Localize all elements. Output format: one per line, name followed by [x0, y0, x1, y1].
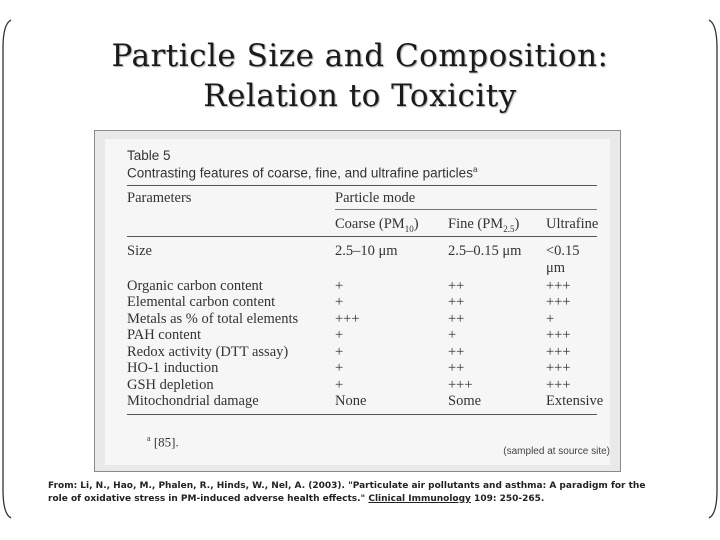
row-1-label: Organic carbon content: [127, 278, 263, 294]
slide-title-line-2: Relation to Toxicity: [203, 78, 517, 114]
row-5-ultrafine: +++: [546, 344, 571, 360]
row-4-ultrafine: +++: [546, 327, 571, 343]
row-8-ultrafine: Extensive: [546, 393, 604, 409]
row-6-coarse: +: [335, 360, 344, 376]
row-1-fine: ++: [448, 278, 465, 294]
header-fine: [448, 216, 519, 237]
row-6-fine: ++: [448, 360, 465, 376]
header-ultrafine: Ultrafine: [546, 216, 599, 232]
citation-volume: 109: 250-265.: [470, 494, 545, 504]
header-coarse: [335, 216, 419, 237]
header-coarse-sub: 10: [404, 223, 414, 234]
size-row-fine: 2.5–0.15 μm: [448, 243, 522, 259]
row-7-label: GSH depletion: [127, 377, 214, 393]
size-row-label: Size: [127, 243, 152, 259]
table-caption-text: Contrasting features of coarse, fine, and ultrafine particles: [127, 165, 473, 181]
size-row-ultrafine-unit: μm: [546, 260, 566, 276]
source-citation: [48, 480, 648, 506]
table-bottom-rule: [127, 414, 597, 415]
size-row-coarse: 2.5–10 μm: [335, 243, 398, 259]
row-3-ultrafine: +: [546, 311, 555, 327]
row-2-label: Elemental carbon content: [127, 294, 276, 310]
header-fine-close: ): [514, 216, 520, 232]
row-8-fine: Some: [448, 393, 482, 409]
citation-journal-link[interactable]: Clinical Immunology: [368, 494, 471, 504]
size-row-ultrafine: <0.15: [546, 243, 580, 259]
header-coarse-label: Coarse (PM: [335, 216, 405, 232]
table-footnote-mark: a: [147, 434, 151, 443]
table-footnote-ref: [85].: [153, 434, 179, 450]
row-7-fine: +++: [448, 377, 473, 393]
image-credit: (sampled at source site): [503, 446, 610, 457]
table-caption-number: Table 5: [127, 148, 171, 163]
row-4-coarse: +: [335, 327, 344, 343]
slide-title-line-1: Particle Size and Composition:: [111, 38, 609, 74]
citation-text: From: Li, N., Hao, M., Phalen, R., Hinds, W., Nel, A. (2003). "Particulate air pollutants and asthma: A paradigm for the role of oxidative stress in PM-induced adverse health effects.": [48, 481, 646, 504]
row-1-coarse: +: [335, 278, 344, 294]
row-7-ultrafine: +++: [546, 377, 571, 393]
table-caption-footnote-mark: a: [472, 165, 478, 174]
row-3-label: Metals as % of total elements: [127, 311, 299, 327]
row-6-label: HO-1 induction: [127, 360, 219, 376]
row-1-ultrafine: +++: [546, 278, 571, 294]
row-4-fine: +: [448, 327, 457, 343]
table-top-rule: [127, 185, 597, 186]
row-6-ultrafine: +++: [546, 360, 571, 376]
table-footnote: [147, 431, 179, 450]
slide-title: [0, 36, 720, 116]
header-bottom-rule: [127, 236, 597, 237]
row-5-coarse: +: [335, 344, 344, 360]
row-2-fine: ++: [448, 294, 465, 310]
row-2-ultrafine: +++: [546, 294, 571, 310]
header-particle-mode: Particle mode: [335, 190, 416, 206]
header-parameters: Parameters: [127, 190, 192, 206]
row-3-coarse: +++: [335, 311, 360, 327]
header-mode-rule: [335, 209, 597, 210]
row-4-label: PAH content: [127, 327, 201, 343]
scanned-table-image: [94, 130, 621, 472]
row-5-fine: ++: [448, 344, 465, 360]
table-caption: [127, 165, 477, 181]
row-8-coarse: None: [335, 393, 367, 409]
row-8-label: Mitochondrial damage: [127, 393, 259, 409]
header-coarse-close: ): [413, 216, 419, 232]
row-2-coarse: +: [335, 294, 344, 310]
header-fine-sub: 2.5: [503, 223, 515, 234]
table-page: [105, 139, 610, 465]
header-fine-label: Fine (PM: [448, 216, 504, 232]
row-5-label: Redox activity (DTT assay): [127, 344, 289, 360]
row-7-coarse: +: [335, 377, 344, 393]
row-3-fine: ++: [448, 311, 465, 327]
